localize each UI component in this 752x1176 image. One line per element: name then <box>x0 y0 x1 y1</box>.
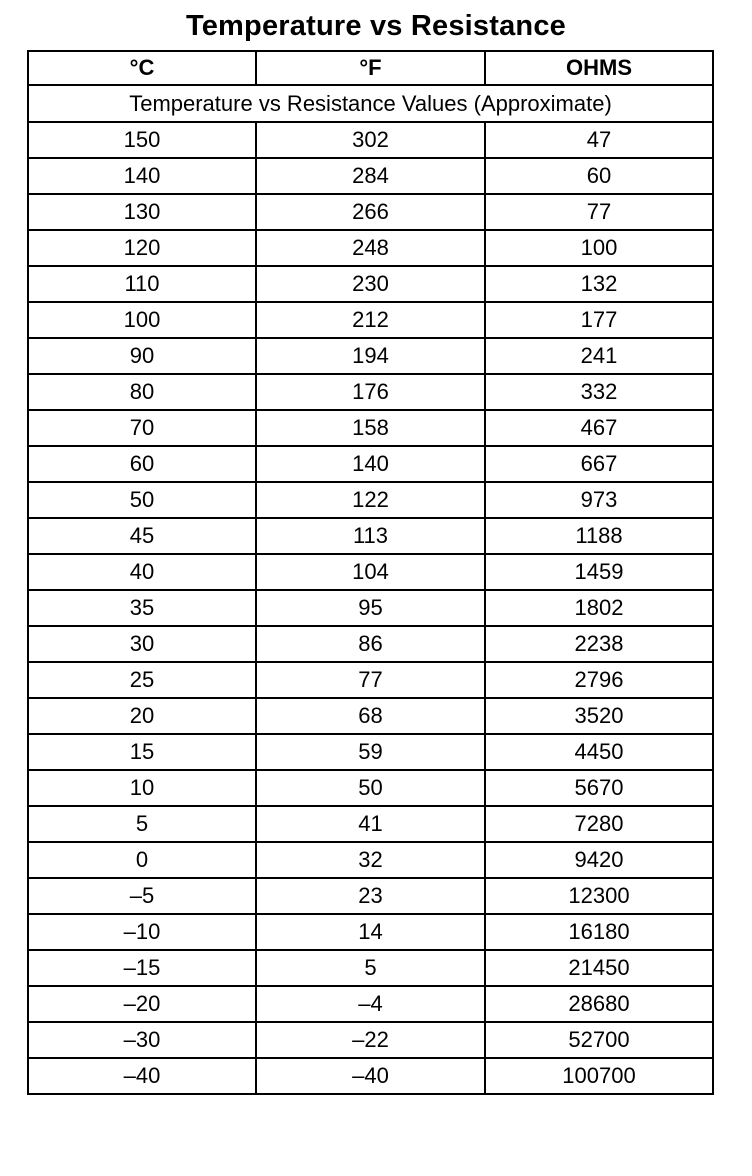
celsius-cell: 15 <box>28 734 256 770</box>
ohms-cell: 1459 <box>485 554 713 590</box>
table-row <box>28 1058 713 1094</box>
table-row <box>28 302 713 338</box>
ohms-cell: 132 <box>485 266 713 302</box>
fahrenheit-cell: 95 <box>256 590 485 626</box>
fahrenheit-cell: 32 <box>256 842 485 878</box>
temperature-resistance-table <box>27 50 714 1095</box>
ohms-cell: 332 <box>485 374 713 410</box>
celsius-cell: 90 <box>28 338 256 374</box>
fahrenheit-cell: 68 <box>256 698 485 734</box>
table-row <box>28 626 713 662</box>
table-row <box>28 734 713 770</box>
table-row <box>28 554 713 590</box>
celsius-cell: –30 <box>28 1022 256 1058</box>
fahrenheit-cell: 59 <box>256 734 485 770</box>
table-row <box>28 194 713 230</box>
celsius-cell: 45 <box>28 518 256 554</box>
table-row <box>28 914 713 950</box>
celsius-cell: 35 <box>28 590 256 626</box>
fahrenheit-cell: 284 <box>256 158 485 194</box>
celsius-cell: 100 <box>28 302 256 338</box>
celsius-cell: 130 <box>28 194 256 230</box>
fahrenheit-cell: 41 <box>256 806 485 842</box>
fahrenheit-cell: 77 <box>256 662 485 698</box>
ohms-cell: 16180 <box>485 914 713 950</box>
fahrenheit-cell: 113 <box>256 518 485 554</box>
fahrenheit-cell: 23 <box>256 878 485 914</box>
celsius-cell: 140 <box>28 158 256 194</box>
header-ohms: OHMS <box>485 51 713 85</box>
table-row <box>28 482 713 518</box>
ohms-cell: 21450 <box>485 950 713 986</box>
table-row <box>28 1022 713 1058</box>
celsius-cell: 70 <box>28 410 256 446</box>
ohms-cell: 4450 <box>485 734 713 770</box>
table-row <box>28 518 713 554</box>
celsius-cell: 50 <box>28 482 256 518</box>
celsius-cell: –20 <box>28 986 256 1022</box>
ohms-cell: 60 <box>485 158 713 194</box>
fahrenheit-cell: 5 <box>256 950 485 986</box>
table-row <box>28 698 713 734</box>
celsius-cell: –40 <box>28 1058 256 1094</box>
ohms-cell: 177 <box>485 302 713 338</box>
celsius-cell: –15 <box>28 950 256 986</box>
celsius-cell: –10 <box>28 914 256 950</box>
ohms-cell: 28680 <box>485 986 713 1022</box>
celsius-cell: 40 <box>28 554 256 590</box>
fahrenheit-cell: –22 <box>256 1022 485 1058</box>
celsius-cell: 5 <box>28 806 256 842</box>
celsius-cell: 60 <box>28 446 256 482</box>
ohms-cell: 1802 <box>485 590 713 626</box>
fahrenheit-cell: 50 <box>256 770 485 806</box>
table-row <box>28 770 713 806</box>
ohms-cell: 973 <box>485 482 713 518</box>
table-row <box>28 230 713 266</box>
table-row <box>28 410 713 446</box>
celsius-cell: 120 <box>28 230 256 266</box>
celsius-cell: –5 <box>28 878 256 914</box>
ohms-cell: 467 <box>485 410 713 446</box>
ohms-cell: 47 <box>485 122 713 158</box>
ohms-cell: 3520 <box>485 698 713 734</box>
table-row <box>28 122 713 158</box>
ohms-cell: 9420 <box>485 842 713 878</box>
ohms-cell: 2796 <box>485 662 713 698</box>
table-row <box>28 338 713 374</box>
fahrenheit-cell: 230 <box>256 266 485 302</box>
header-fahrenheit: °F <box>256 51 485 85</box>
fahrenheit-cell: 266 <box>256 194 485 230</box>
ohms-cell: 52700 <box>485 1022 713 1058</box>
table-row <box>28 158 713 194</box>
table-subtitle: Temperature vs Resistance Values (Approximate) <box>28 85 713 122</box>
fahrenheit-cell: 212 <box>256 302 485 338</box>
fahrenheit-cell: 248 <box>256 230 485 266</box>
celsius-cell: 0 <box>28 842 256 878</box>
ohms-cell: 7280 <box>485 806 713 842</box>
fahrenheit-cell: 140 <box>256 446 485 482</box>
ohms-cell: 100 <box>485 230 713 266</box>
fahrenheit-cell: –4 <box>256 986 485 1022</box>
celsius-cell: 10 <box>28 770 256 806</box>
table-row <box>28 374 713 410</box>
header-row <box>28 51 713 85</box>
fahrenheit-cell: 302 <box>256 122 485 158</box>
table-row <box>28 986 713 1022</box>
ohms-cell: 2238 <box>485 626 713 662</box>
ohms-cell: 5670 <box>485 770 713 806</box>
fahrenheit-cell: –40 <box>256 1058 485 1094</box>
table-row <box>28 662 713 698</box>
header-celsius: °C <box>28 51 256 85</box>
ohms-cell: 241 <box>485 338 713 374</box>
fahrenheit-cell: 176 <box>256 374 485 410</box>
table-row <box>28 842 713 878</box>
fahrenheit-cell: 104 <box>256 554 485 590</box>
fahrenheit-cell: 122 <box>256 482 485 518</box>
celsius-cell: 25 <box>28 662 256 698</box>
table-row <box>28 266 713 302</box>
ohms-cell: 100700 <box>485 1058 713 1094</box>
table-row <box>28 590 713 626</box>
ohms-cell: 77 <box>485 194 713 230</box>
fahrenheit-cell: 86 <box>256 626 485 662</box>
celsius-cell: 20 <box>28 698 256 734</box>
ohms-cell: 1188 <box>485 518 713 554</box>
table-row <box>28 950 713 986</box>
celsius-cell: 80 <box>28 374 256 410</box>
subtitle-row <box>28 85 713 122</box>
table-row <box>28 878 713 914</box>
page-title: Temperature vs Resistance <box>185 10 567 42</box>
ohms-cell: 12300 <box>485 878 713 914</box>
fahrenheit-cell: 194 <box>256 338 485 374</box>
ohms-cell: 667 <box>485 446 713 482</box>
table-row <box>28 806 713 842</box>
fahrenheit-cell: 14 <box>256 914 485 950</box>
table-row <box>28 446 713 482</box>
fahrenheit-cell: 158 <box>256 410 485 446</box>
celsius-cell: 110 <box>28 266 256 302</box>
celsius-cell: 30 <box>28 626 256 662</box>
celsius-cell: 150 <box>28 122 256 158</box>
